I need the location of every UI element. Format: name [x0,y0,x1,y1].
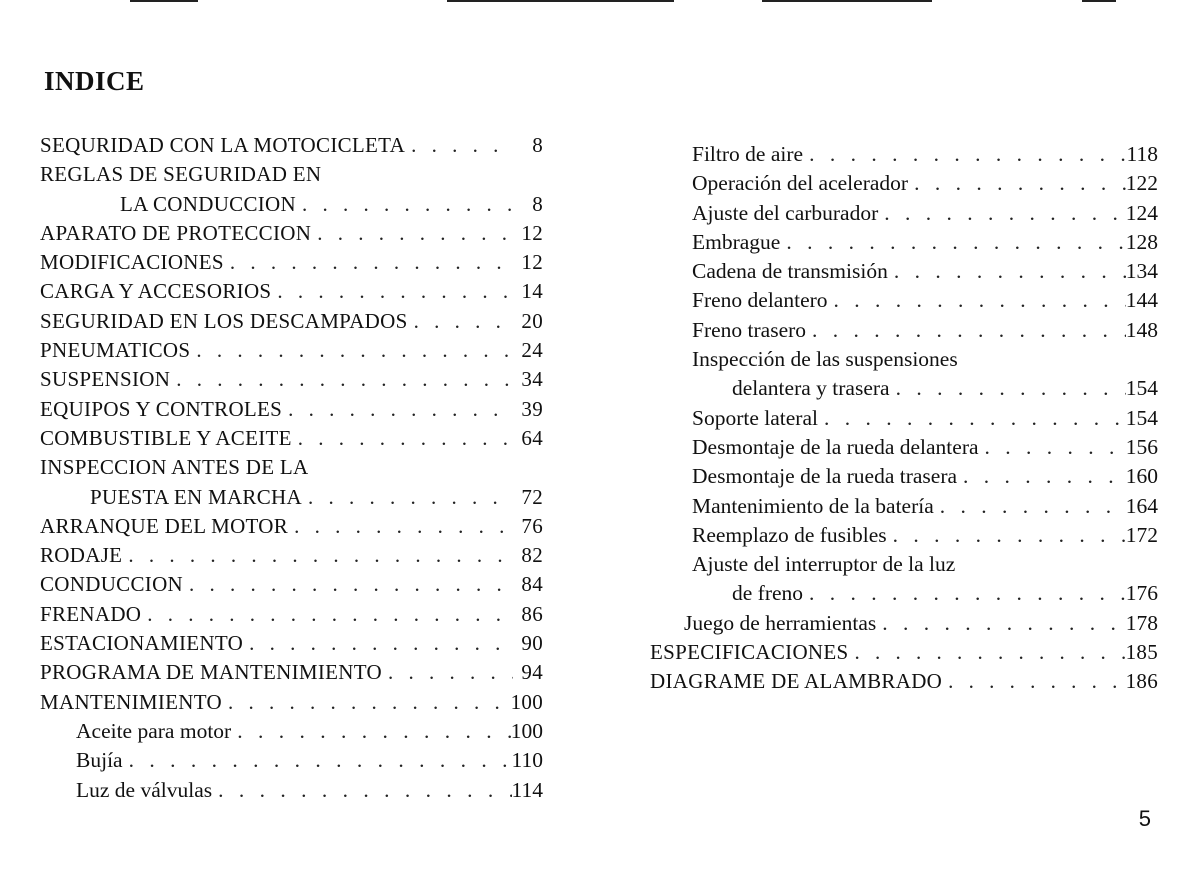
toc-entry [40,629,543,658]
toc-entry-page: 172 [1125,522,1158,547]
toc-entry-page: 148 [1125,317,1158,342]
toc-entry-title: Desmontaje de la rueda delantera [692,434,979,459]
toc-entry [40,483,543,512]
toc-entry-title: Inspección de las suspensiones [692,347,958,372]
toc-entry [40,248,543,277]
toc-entry-title: APARATO DE PROTECCION [40,220,312,245]
toc-entry-page: 8 [532,191,543,216]
toc-entry-title: REGLAS DE SEGURIDAD EN [40,162,322,187]
toc-entry [40,131,543,160]
toc-entry [650,492,1158,521]
toc-entry [40,717,543,746]
toc-entry-page: 114 [511,777,543,802]
toc-entry [650,638,1158,667]
top-rule-4 [1082,0,1116,2]
toc-entry-title: ESPECIFICACIONES [650,640,849,665]
dot-leader [890,374,1126,403]
toc-entry-title: de freno [732,581,804,606]
toc-entry-page: 128 [1125,229,1158,254]
dot-leader [405,131,513,160]
dot-leader [302,483,513,512]
toc-entry-page: 100 [510,718,543,743]
toc-entry [650,550,1158,579]
toc-entry [650,462,1158,491]
toc-entry-page: 110 [511,748,543,773]
toc-entry-title: INSPECCION ANTES DE LA [40,455,309,480]
toc-entry-page: 12 [521,250,543,275]
dot-leader [408,307,513,336]
toc-entry [650,140,1158,169]
toc-entry-page: 14 [521,279,543,304]
toc-entry-title: Freno delantero [692,288,828,313]
toc-entry-page: 118 [1126,142,1158,166]
dot-leader [979,433,1126,462]
toc-entry-page: 164 [1125,493,1158,518]
toc-entry-title: SUSPENSION [40,367,171,392]
dot-leader [224,248,513,277]
toc-entry-page: 124 [1125,200,1158,225]
toc-entry-title: COMBUSTIBLE Y ACEITE [40,425,292,450]
toc-entry [650,199,1158,228]
dot-leader [878,199,1125,228]
toc-entry-title: DIAGRAME DE ALAMBRADO [650,669,943,694]
toc-entry-title: Embrague [692,229,781,254]
dot-leader [849,638,1126,667]
toc-entry [40,600,543,629]
toc-entry-page: 34 [521,367,543,392]
toc-entry-title: MANTENIMIENTO [40,689,222,714]
toc-entry [650,374,1158,403]
toc-entry-page: 144 [1125,288,1158,313]
toc-entry-title: Freno trasero [692,317,807,342]
dot-leader [806,316,1126,345]
toc-entry-title: ARRANQUE DEL MOTOR [40,513,289,538]
toc-entry-title: RODAJE [40,543,123,568]
dot-leader [231,717,511,746]
dot-leader [382,658,513,687]
dot-leader [803,140,1126,169]
toc-entry-title: EQUIPOS Y CONTROLES [40,396,283,421]
toc-entry-page: 94 [521,660,543,685]
toc-entry-title: Ajuste del interruptor de la luz [692,552,956,577]
toc-entry-title: Soporte lateral [692,405,818,430]
toc-entry-page: 154 [1125,376,1158,401]
dot-leader [818,404,1126,433]
toc-entry-page: 134 [1125,259,1158,284]
toc-entry [40,570,543,599]
dot-leader [212,776,511,805]
toc-entry-page: 178 [1125,610,1158,635]
toc-entry [40,336,543,365]
toc-entry-page: 176 [1125,581,1158,606]
toc-entry-title: PNEUMATICOS [40,338,191,363]
toc-entry-title: Mantenimiento de la batería [692,493,934,518]
toc-entry [40,746,543,775]
dot-leader [141,600,513,629]
toc-entry-title: Juego de herramientas [684,610,877,635]
toc-entry-page: 100 [510,689,543,714]
dot-leader [170,365,513,394]
dot-leader [222,688,511,717]
toc-entry-title: FRENADO [40,601,142,626]
toc-right-column [650,140,1158,697]
dot-leader [876,609,1126,638]
top-rule-2 [447,0,674,2]
dot-leader [934,492,1126,521]
toc-entry [650,609,1158,638]
dot-leader [888,257,1126,286]
toc-entry [40,658,543,687]
dot-leader [282,395,513,424]
page-title: INDICE [44,66,145,96]
toc-entry [40,541,543,570]
toc-left-column [40,131,543,805]
toc-entry-page: 24 [521,338,543,363]
dot-leader [311,219,513,248]
page-number: 5 [1138,806,1151,831]
toc-entry-title: LA CONDUCCION [120,191,296,216]
dot-leader [957,462,1126,491]
toc-entry-page: 185 [1125,640,1158,665]
toc-entry-title: MODIFICACIONES [40,250,224,275]
top-rule-1 [130,0,198,2]
toc-entry-page: 76 [521,513,543,538]
toc-entry-title: Reemplazo de fusibles [692,522,887,547]
toc-entry-page: 186 [1125,669,1158,694]
dot-leader [271,277,513,306]
toc-entry [40,424,543,453]
toc-entry-page: 156 [1125,434,1158,459]
toc-entry [650,667,1158,696]
toc-entry [40,219,543,248]
toc-entry [650,521,1158,550]
toc-entry-title: Filtro de aire [692,142,804,166]
dot-leader [942,667,1125,696]
toc-entry [40,453,543,482]
dot-leader [803,579,1126,608]
dot-leader [183,570,513,599]
toc-entry [40,512,543,541]
dot-leader [828,286,1126,315]
toc-entry [40,307,543,336]
toc-entry-page: 90 [521,631,543,656]
toc-entry [650,257,1158,286]
toc-entry-page: 12 [521,220,543,245]
dot-leader [190,336,513,365]
dot-leader [288,512,513,541]
toc-entry-title: Aceite para motor [76,718,232,743]
dot-leader [122,541,513,570]
toc-entry-page: 86 [521,601,543,626]
dot-leader [887,521,1126,550]
toc-entry-title: Cadena de transmisión [692,259,888,284]
toc-entry-title: PUESTA EN MARCHA [90,484,302,509]
toc-entry [40,277,543,306]
toc-entry-title: Bujía [76,748,123,773]
toc-entry-page: 39 [521,396,543,421]
toc-entry-title: SEGURIDAD EN LOS DESCAMPADOS [40,308,408,333]
toc-entry [40,365,543,394]
toc-entry-page: 84 [521,572,543,597]
dot-leader [123,746,512,775]
toc-entry-title: SEQURIDAD CON LA MOTOCICLETA [40,133,406,157]
toc-entry-page: 82 [521,543,543,568]
dot-leader [780,228,1125,257]
toc-entry-title: CONDUCCION [40,572,184,597]
toc-entry [650,345,1158,374]
toc-entry-title: Ajuste del carburador [692,200,879,225]
dot-leader [292,424,513,453]
toc-entry [650,433,1158,462]
toc-entry-title: Operación del acelerador [692,171,909,196]
toc-entry [650,228,1158,257]
toc-entry-page: 72 [521,484,543,509]
toc-entry-page: 64 [521,425,543,450]
dot-leader [243,629,513,658]
toc-entry-page: 20 [521,308,543,333]
toc-entry [40,160,543,189]
toc-entry-title: ESTACIONAMIENTO [40,631,244,656]
toc-entry-title: PROGRAMA DE MANTENIMIENTO [40,660,382,685]
toc-entry [40,688,543,717]
toc-entry [650,579,1158,608]
toc-entry [650,404,1158,433]
toc-entry [40,395,543,424]
toc-entry-page: 160 [1125,464,1158,489]
dot-leader [908,169,1126,198]
toc-entry-page: 8 [532,133,543,157]
toc-entry [40,190,543,219]
toc-entry [650,316,1158,345]
toc-entry-page: 154 [1125,405,1158,430]
top-rule-3 [762,0,932,2]
toc-entry-title: Luz de válvulas [76,777,213,802]
toc-entry-title: Desmontaje de la rueda trasera [692,464,958,489]
toc-entry [650,169,1158,198]
toc-entry-title: CARGA Y ACCESORIOS [40,279,272,304]
toc-entry-title: delantera y trasera [732,376,890,401]
toc-entry [40,776,543,805]
dot-leader [296,190,513,219]
toc-entry-page: 122 [1125,171,1158,196]
toc-entry [650,286,1158,315]
